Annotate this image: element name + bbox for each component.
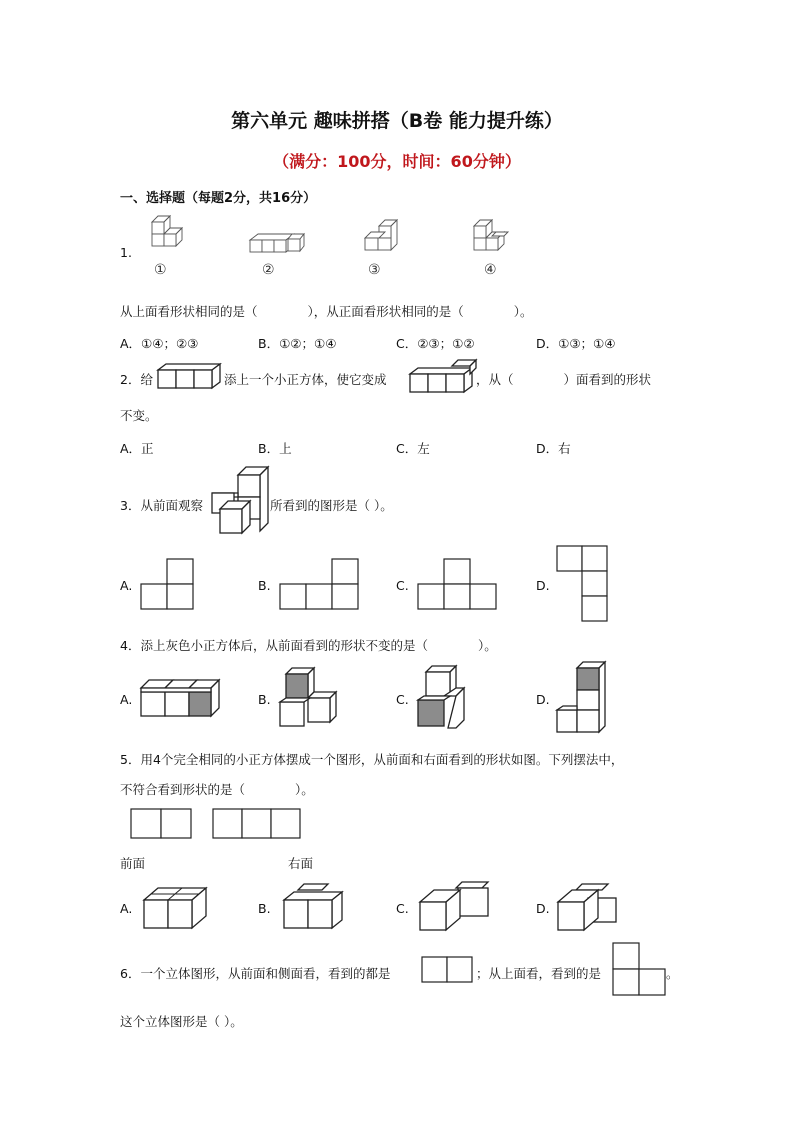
q3-option-c-figure[interactable] [418, 559, 498, 611]
q2-figure-before [156, 362, 222, 390]
exam-info: （满分：100分，时间：60分钟） [273, 152, 521, 171]
q6-question-line2: 这个立体图形是（ ）。 [120, 1014, 243, 1029]
q3-option-c-letter[interactable]: C. [396, 578, 409, 593]
q3-question-end: 所看到的图形是（ ）。 [270, 498, 393, 513]
q1-option-d[interactable]: D．①③；①④ [536, 336, 616, 351]
q2-option-c[interactable]: C．左 [396, 441, 430, 456]
q6-question-end: 。 [666, 966, 679, 981]
q5-option-c-figure[interactable] [420, 882, 492, 934]
q1-figure-2 [248, 232, 304, 258]
q3-option-d-figure[interactable] [557, 546, 611, 624]
q3-question-start: 3．从前面观察 [120, 498, 203, 513]
q2-question-line2: 不变。 [120, 408, 158, 423]
q5-right-label: 右面 [288, 856, 314, 871]
q6-question-start: 6．一个立体图形，从前面和侧面看，看到的都是 [120, 966, 391, 981]
q5-option-d-letter[interactable]: D. [536, 901, 550, 916]
q1-figure-label-3: ③ [368, 262, 381, 278]
q3-option-d-letter[interactable]: D. [536, 578, 550, 593]
q2-question-middle: 添上一个小正方体，使它变成 [224, 372, 387, 387]
q3-option-a-letter[interactable]: A. [120, 578, 133, 593]
q6-top-view [613, 943, 667, 997]
q2-question-start: 2．给 [120, 372, 153, 387]
q1-figure-label-4: ④ [484, 262, 497, 278]
q6-front-side-view [422, 957, 474, 985]
q5-question-line2: 不符合看到形状的是（ ）。 [120, 782, 314, 797]
section-heading: 一、选择题（每题2分，共16分） [120, 191, 317, 206]
q2-option-a[interactable]: A．正 [120, 441, 154, 456]
q4-option-b-letter[interactable]: B. [258, 692, 271, 707]
q1-figure-3 [363, 220, 403, 258]
q4-option-b-figure[interactable] [280, 668, 340, 728]
q1-figure-label-1: ① [154, 262, 167, 278]
q4-option-c-figure[interactable] [418, 666, 470, 730]
q5-front-view [131, 809, 193, 841]
q1-option-b[interactable]: B．①②；①④ [258, 336, 337, 351]
q1-option-c[interactable]: C．②③；①② [396, 336, 475, 351]
q5-question-line1: 5．用4个完全相同的小正方体摆成一个图形，从前面和右面看到的形状如图。下列摆法中， [120, 752, 624, 767]
q2-option-b[interactable]: B．上 [258, 441, 292, 456]
q4-option-a-letter[interactable]: A. [120, 692, 133, 707]
q2-option-d[interactable]: D．右 [536, 441, 571, 456]
q3-option-a-figure[interactable] [141, 559, 195, 611]
q1-figure-4 [470, 220, 514, 258]
q1-figure-label-2: ② [262, 262, 275, 278]
q1-figure-1 [146, 222, 192, 258]
q5-option-d-figure[interactable] [558, 882, 622, 934]
q5-option-a-figure[interactable] [144, 886, 210, 932]
q1-number: 1. [120, 245, 132, 260]
q2-question-end: ，从（ ）面看到的形状 [476, 372, 652, 387]
q5-option-a-letter[interactable]: A. [120, 901, 133, 916]
q4-option-d-figure[interactable] [557, 662, 609, 734]
q4-question: 4．添上灰色小正方体后，从前面看到的形状不变的是（ ）。 [120, 638, 497, 653]
q5-right-view [213, 809, 305, 841]
page-title: 第六单元 趣味拼搭（B卷 能力提升练） [231, 110, 563, 132]
q6-question-middle: ；从上面看，看到的是 [476, 966, 602, 981]
q4-option-a-figure[interactable] [141, 678, 221, 720]
q5-option-b-figure[interactable] [284, 884, 346, 934]
q2-figure-after [408, 360, 474, 394]
q3-option-b-letter[interactable]: B. [258, 578, 271, 593]
q3-option-b-figure[interactable] [280, 559, 360, 611]
q4-option-c-letter[interactable]: C. [396, 692, 409, 707]
q4-option-d-letter[interactable]: D. [536, 692, 550, 707]
q3-figure [210, 465, 272, 539]
q5-front-label: 前面 [120, 856, 146, 871]
q5-option-b-letter[interactable]: B. [258, 901, 271, 916]
q5-option-c-letter[interactable]: C. [396, 901, 409, 916]
q1-option-a[interactable]: A．①④；②③ [120, 336, 199, 351]
q1-question: 从上面看形状相同的是（ ），从正面看形状相同的是（ ）。 [120, 304, 533, 319]
